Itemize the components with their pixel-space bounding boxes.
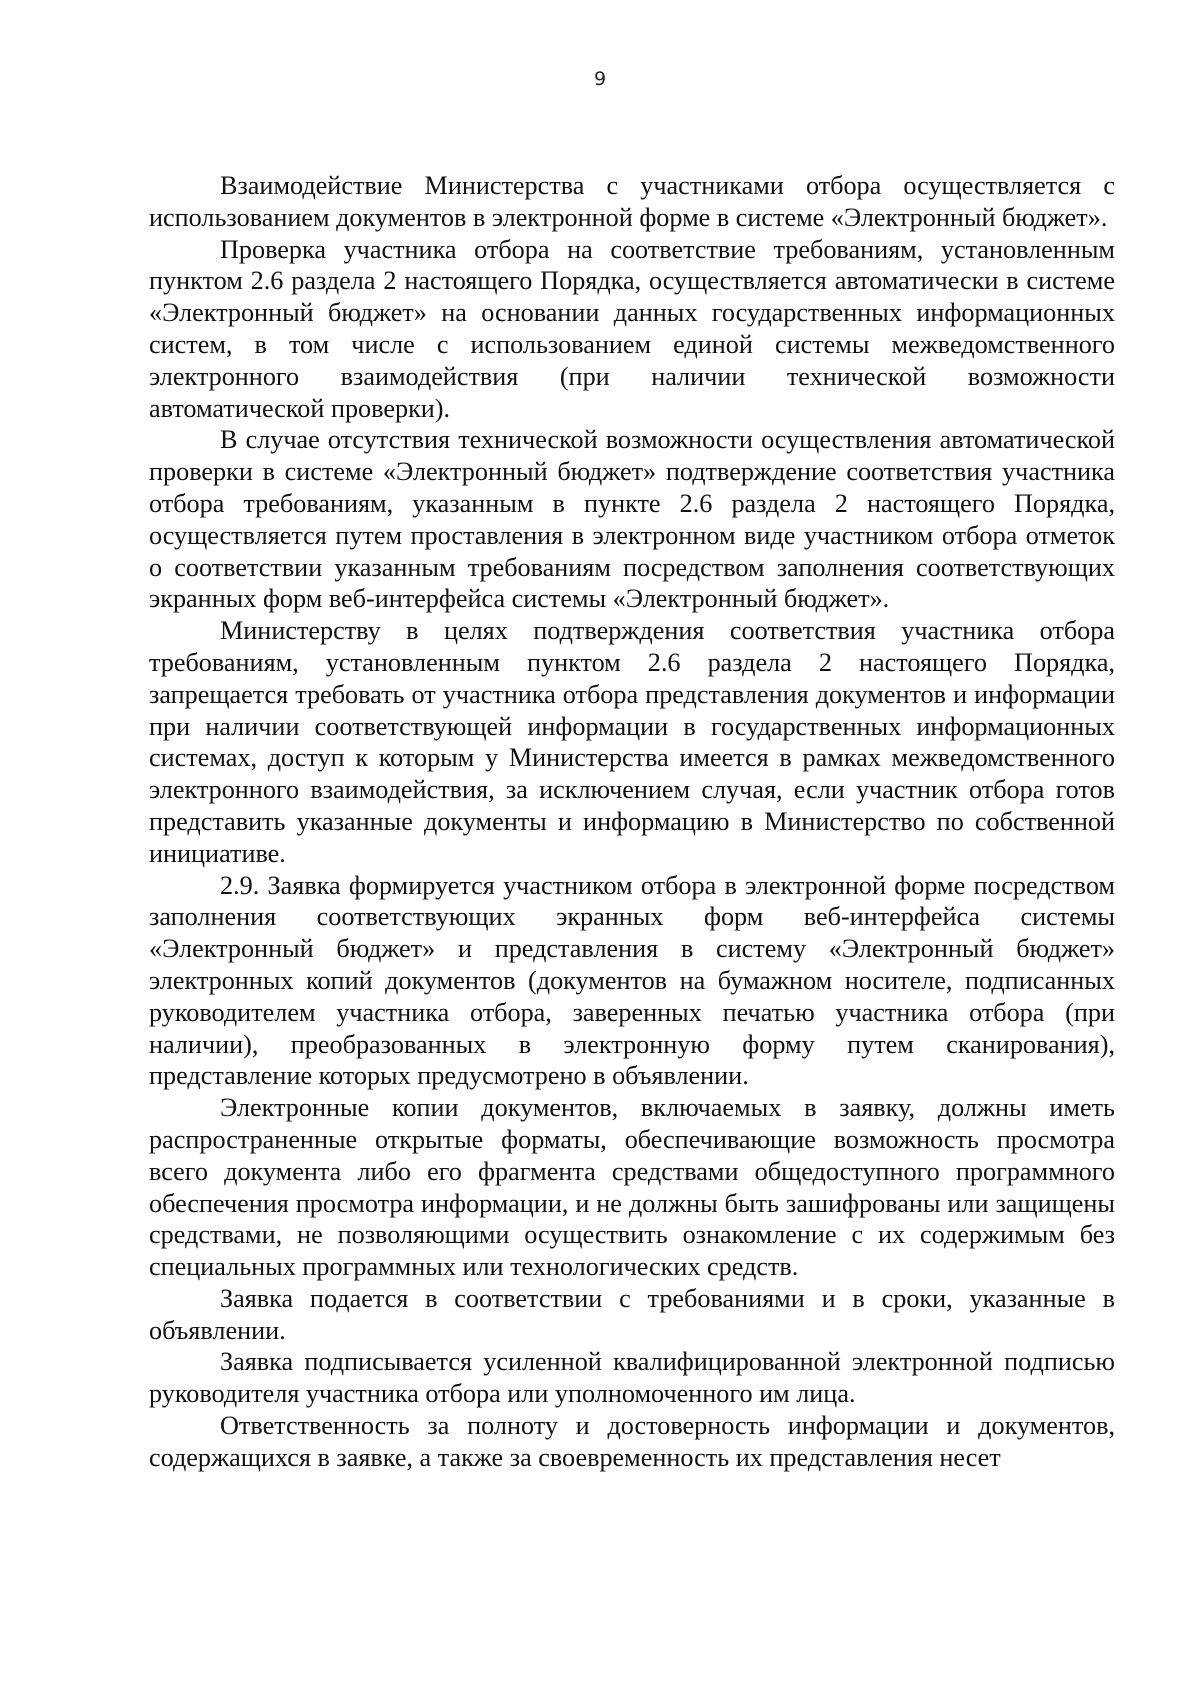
document-body — [149, 170, 1115, 1474]
paragraph-no-technical-possibility: В случае отсутствия технической возможности осуществления автоматической проверки в системе «Электронный бюджет» подтверждение соответствия участника отбора требованиям, указанным в пункте 2.6 раздела 2 настоящего Порядка, осуществляется путем проставления в электронном виде участником отбора отметок о соответствии указанным требованиям посредством заполнения соответствующих экранных форм веб-интерфейса системы «Электронный бюджет». — [149, 425, 1115, 614]
paragraph-submission: Заявка подается в соответствии с требованиями и в сроки, указанные в объявлении. — [149, 1283, 1115, 1345]
paragraph-ministry-prohibition: Министерству в целях подтверждения соответствия участника отбора требованиям, установленным пунктом 2.6 раздела 2 настоящего Порядка, запрещается требовать от участника отбора представления документов и информации при наличии соответствующей информации в государственных информационных системах, доступ к которым у Министерства имеется в рамках межведомственного электронного взаимодействия, за исключением случая, если участник отбора готов представить указанные документы и информацию в Министерство по собственной инициативе. — [149, 616, 1115, 868]
page-number: 9 — [593, 68, 607, 90]
paragraph-2-9-application: 2.9. Заявка формируется участником отбора в электронной форме посредством заполнения соответствующих экранных форм веб-интерфейса системы «Электронный бюджет» и представления в систему «Электронный бюджет» электронных копий документов (документов на бумажном носителе, подписанных руководителем участника отбора, заверенных печатью участника отбора (при наличии), преобразованных в электронную форму путем сканирования), представление которых предусмотрено в объявлении. — [149, 870, 1115, 1091]
paragraph-interaction: Взаимодействие Министерства с участниками отбора осуществляется с использованием документов в электронной форме в системе «Электронный бюджет». — [149, 171, 1115, 232]
paragraph-electronic-copies: Электронные копии документов, включаемых в заявку, должны иметь распространенные открытые форматы, обеспечивающие возможность просмотра всего документа либо его фрагмента средствами общедоступного программного обеспечения просмотра информации, и не должны быть зашифрованы или защищены средствами, не позволяющими осуществить ознакомление с их содержимым без специальных программных или технологических средств. — [149, 1093, 1115, 1282]
paragraph-signature: Заявка подписывается усиленной квалифицированной электронной подписью руководителя участника отбора или уполномоченного им лица. — [149, 1347, 1115, 1409]
paragraph-responsibility: Ответственность за полноту и достоверность информации и документов, содержащихся в заявке, а также за своевременность их представления несет — [149, 1411, 1115, 1472]
paragraph-verification: Проверка участника отбора на соответствие требованиям, установленным пунктом 2.6 раздела 2 настоящего Порядка, осуществляется автоматически в системе «Электронный бюджет» на основании данных государственных информационных систем, в том числе с использованием единой системы межведомственного электронного взаимодействия (при наличии технической возможности автоматической проверки). — [149, 234, 1115, 423]
